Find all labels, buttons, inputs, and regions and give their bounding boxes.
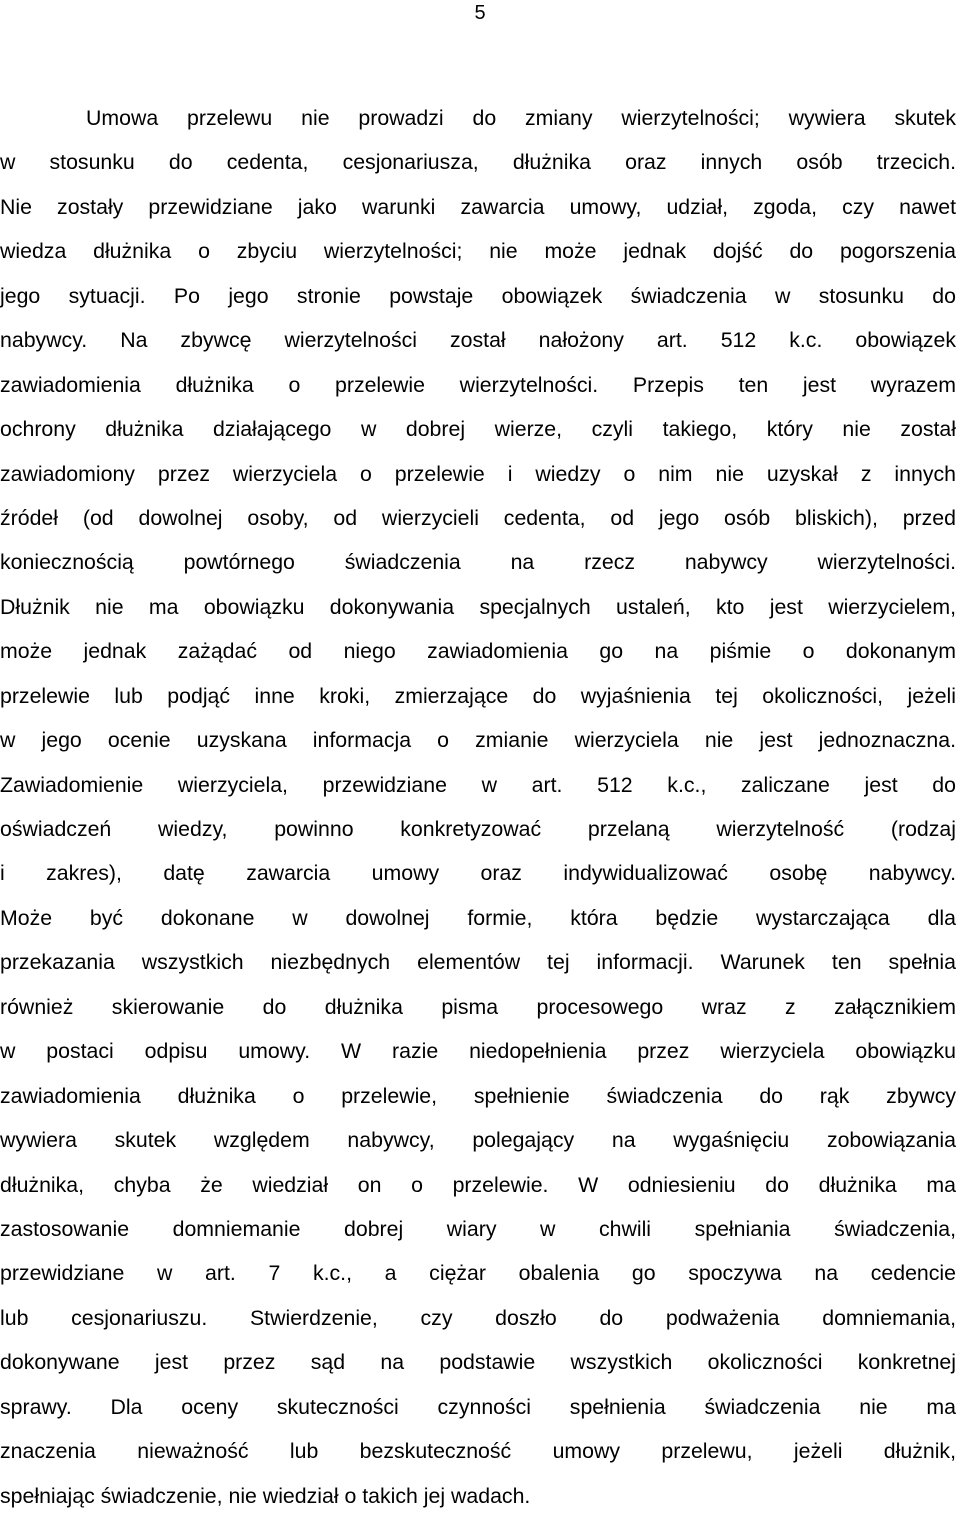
- text-line: lub cesjonariuszu. Stwierdzenie, czy doszło do podważenia domniemania,: [0, 1305, 956, 1330]
- text-line: oświadczeń wiedzy, powinno konkretyzować przelaną wierzytelność (rodzaj: [0, 817, 956, 841]
- text-line: ochrony dłużnika działającego w dobrej wierze, czyli takiego, który nie został: [0, 417, 956, 442]
- text-line: zawiadomienia dłużnika o przelewie wierzytelności. Przepis ten jest wyrazem: [0, 372, 956, 397]
- text-line: spełniając świadczenie, nie wiedział o takich jej wadach.: [0, 1483, 531, 1508]
- text-line: w postaci odpisu umowy. W razie niedopełnienia przez wierzyciela obowiązku: [0, 1039, 956, 1064]
- text-line: dokonywane jest przez sąd na podstawie wszystkich okoliczności konkretnej: [0, 1350, 956, 1375]
- text-line: Może być dokonane w dowolnej formie, która będzie wystarczająca dla: [0, 905, 956, 930]
- text-line: jego sytuacji. Po jego stronie powstaje obowiązek świadczenia w stosunku do: [0, 283, 956, 308]
- text-line: źródeł (od dowolnej osoby, od wierzycieli cedenta, od jego osób bliskich), przed: [0, 505, 956, 530]
- text-line: sprawy. Dla oceny skuteczności czynności spełnienia świadczenia nie ma: [0, 1394, 956, 1419]
- text-line: przelewie lub podjąć inne kroki, zmierzające do wyjaśnienia tej okoliczności, jeżeli: [0, 683, 956, 708]
- text-line: Nie zostały przewidziane jako warunki zawarcia umowy, udział, zgoda, czy nawet: [0, 194, 956, 219]
- text-line: wiedza dłużnika o zbyciu wierzytelności; nie może jednak dojść do pogorszenia: [0, 239, 956, 264]
- text-line: w stosunku do cedenta, cesjonariusza, dłużnika oraz innych osób trzecich.: [0, 150, 956, 175]
- text-line: przekazania wszystkich niezbędnych elementów tej informacji. Warunek ten spełnia: [0, 950, 956, 975]
- text-line: nabywcy. Na zbywcę wierzytelności został nałożony art. 512 k.c. obowiązek: [0, 328, 956, 353]
- text-line: zawiadomiony przez wierzyciela o przelewie i wiedzy o nim nie uzyskał z innych: [0, 461, 956, 486]
- text-line: znaczenia nieważność lub bezskuteczność umowy przelewu, jeżeli dłużnik,: [0, 1439, 956, 1464]
- text-line: również skierowanie do dłużnika pisma procesowego wraz z załącznikiem: [0, 994, 956, 1019]
- text-line: wywiera skutek względem nabywcy, polegający na wygaśnięciu zobowiązania: [0, 1128, 956, 1153]
- text-line: koniecznością powtórnego świadczenia na rzecz nabywcy wierzytelności.: [0, 550, 956, 575]
- body-paragraph: [0, 96, 956, 1518]
- text-line: przewidziane w art. 7 k.c., a ciężar obalenia go spoczywa na cedencie: [0, 1261, 956, 1286]
- page-number: 5: [474, 2, 486, 24]
- text-line: dłużnika, chyba że wiedział on o przelewie. W odniesieniu do dłużnika ma: [0, 1172, 956, 1197]
- text-line: zawiadomienia dłużnika o przelewie, spełnienie świadczenia do rąk zbywcy: [0, 1083, 956, 1108]
- text-line: w jego ocenie uzyskana informacja o zmianie wierzyciela nie jest jednoznaczna.: [0, 728, 956, 753]
- text-line: może jednak zażądać od niego zawiadomienia go na piśmie o dokonanym: [0, 639, 956, 664]
- text-line: zastosowanie domniemanie dobrej wiary w chwili spełniania świadczenia,: [0, 1216, 956, 1241]
- text-line: Zawiadomienie wierzyciela, przewidziane w art. 512 k.c., zaliczane jest do: [0, 772, 956, 797]
- text-line: i zakres), datę zawarcia umowy oraz indywidualizować osobę nabywcy.: [0, 861, 956, 886]
- text-line: Umowa przelewu nie prowadzi do zmiany wierzytelności; wywiera skutek: [86, 106, 956, 130]
- text-line: Dłużnik nie ma obowiązku dokonywania specjalnych ustaleń, kto jest wierzycielem,: [0, 594, 956, 619]
